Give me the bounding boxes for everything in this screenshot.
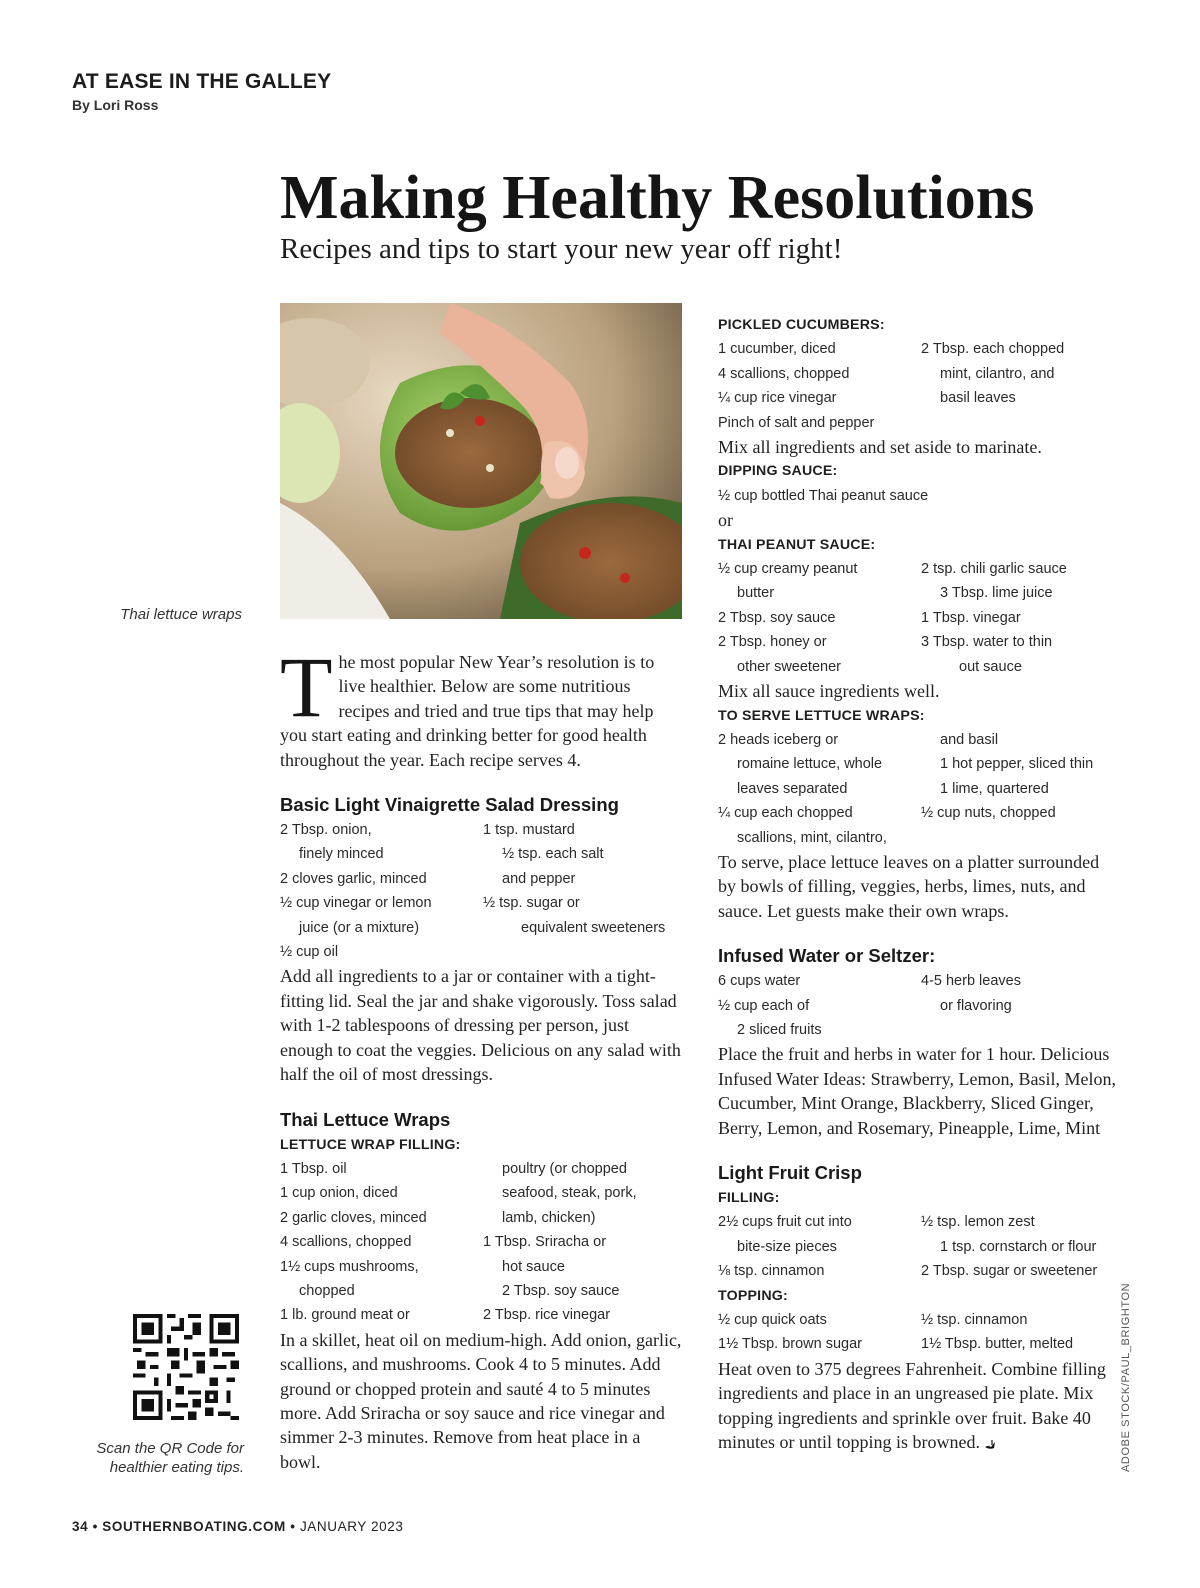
ingredient: leaves separated — [737, 780, 848, 797]
peanut-directions: Mix all sauce ingredients well. — [718, 681, 940, 702]
ingredient: and basil — [940, 731, 999, 748]
ingredient: ½ cup oil — [280, 944, 339, 961]
drop-cap: T — [280, 639, 333, 735]
ingredient-row — [280, 1206, 682, 1230]
photo-caption: Thai lettuce wraps — [120, 606, 242, 623]
ingredient: ¼ cup each chopped — [718, 805, 853, 822]
ingredient: or flavoring — [940, 997, 1012, 1014]
ingredient-row — [280, 1303, 682, 1327]
ingredient: 1 lime, quartered — [940, 780, 1049, 797]
ingredient-row — [718, 1259, 1118, 1283]
ingredient: 1½ Tbsp. brown sugar — [718, 1336, 863, 1353]
ingredient-row — [718, 606, 1118, 630]
ingredient: ½ cup each of — [718, 997, 810, 1014]
vinaigrette-ingredients — [280, 818, 682, 964]
infused-directions: Place the fruit and herbs in water for 1 hour. Delicious Infused Water Ideas: Strawberry, Lemon, Basil, Melon, Cucumber, Mint Orange, Blackberry, Sliced Ginger, Berry, Lemon, and Rosemary, Pineapple, Lime, Mint — [718, 1044, 1116, 1138]
page-footer: 34 • SOUTHERNBOATING.COM • JANUARY 2023 — [72, 1519, 404, 1534]
ingredient: chopped — [299, 1282, 355, 1299]
ingredient-row — [718, 826, 1118, 850]
ingredient: 3 Tbsp. water to thin — [921, 634, 1053, 651]
article-subtitle: Recipes and tips to start your new year off right! — [280, 233, 843, 265]
ingredient: 4 scallions, chopped — [280, 1234, 412, 1251]
ingredient: 2 Tbsp. honey or — [718, 634, 827, 651]
ingredient-row — [718, 728, 1118, 752]
ingredient-row — [718, 752, 1118, 776]
ingredient-row — [718, 777, 1118, 801]
ingredient: 2 heads iceberg or — [718, 731, 839, 748]
crisp-topping-label: TOPPING: — [718, 1287, 788, 1304]
ingredient: hot sauce — [502, 1258, 565, 1275]
ingredient: 1 tsp. cornstarch or flour — [940, 1238, 1097, 1255]
ingredient-row — [280, 1255, 682, 1279]
ingredient: 1 tsp. mustard — [483, 822, 575, 839]
ingredient: 2 Tbsp. each chopped — [921, 341, 1065, 358]
ingredient-row — [718, 1210, 1118, 1234]
ingredient: 2 cloves garlic, minced — [280, 870, 427, 887]
ingredient: bite-size pieces — [737, 1238, 837, 1255]
ingredient: lamb, chicken) — [502, 1209, 596, 1226]
ingredient: 2 Tbsp. soy sauce — [502, 1282, 620, 1299]
ingredient: 1½ Tbsp. butter, melted — [921, 1336, 1074, 1353]
ingredient: ¼ cup rice vinegar — [718, 390, 837, 407]
ingredient: 2 Tbsp. soy sauce — [718, 609, 836, 626]
ingredient: 1 cucumber, diced — [718, 341, 836, 358]
ingredient: romaine lettuce, whole — [737, 756, 883, 773]
pickled-ingredients — [718, 337, 1118, 435]
ingredient: poultry (or chopped — [502, 1160, 627, 1177]
ingredient: juice (or a mixture) — [299, 919, 420, 936]
ingredient-row — [280, 1181, 682, 1205]
ingredient: 1½ cups mushrooms, — [280, 1258, 419, 1275]
issue-date: JANUARY 2023 — [299, 1519, 404, 1534]
photo-credit: ADOBE STOCK/PAUL_BRIGHTON — [1120, 1282, 1132, 1472]
ingredient: 2½ cups fruit cut into — [718, 1214, 852, 1231]
serve-ingredients — [718, 728, 1118, 850]
vinaigrette-directions: Add all ingredients to a jar or container with a tight-fitting lid. Seal the jar and shake vigorously. Toss salad with 1-2 tablespoons of dressing per person, just enough to coat the veggies. Delicious on any salad with half the oil of most dressings. — [280, 966, 681, 1085]
article-title: Making Healthy Resolutions — [280, 164, 1035, 232]
ingredient: 2 Tbsp. rice vinegar — [483, 1307, 611, 1324]
peanut-ingredients — [718, 557, 1118, 679]
ingredient: 1 lb. ground meat or — [280, 1307, 410, 1324]
ingredient: 2 Tbsp. sugar or sweetener — [921, 1263, 1098, 1280]
ingredient: ½ cup creamy peanut — [718, 561, 858, 578]
peanut-label: THAI PEANUT SAUCE: — [718, 536, 876, 553]
ingredient: 3 Tbsp. lime juice — [940, 585, 1053, 602]
dipping-item: ½ cup bottled Thai peanut sauce — [718, 487, 929, 504]
right-column — [718, 313, 1118, 1454]
ingredient-row — [718, 557, 1118, 581]
ingredient-row — [718, 337, 1118, 361]
byline: By Lori Ross — [72, 97, 159, 113]
ingredient-row — [280, 818, 682, 842]
ingredient: mint, cilantro, and — [940, 365, 1055, 382]
crisp-filling-label: FILLING: — [718, 1190, 780, 1206]
ingredient-row — [718, 630, 1118, 654]
ingredient-row — [280, 940, 682, 964]
ingredient: 2 tsp. chili garlic sauce — [921, 561, 1067, 578]
ingredient-row — [280, 1230, 682, 1254]
ingredient-row — [280, 1279, 682, 1303]
ingredient-row — [718, 386, 1118, 410]
ingredient-row — [718, 1332, 1118, 1356]
lettuce-wraps-title: Thai Lettuce Wraps — [280, 1108, 451, 1130]
ingredient: finely minced — [299, 846, 384, 863]
ingredient: ½ cup quick oats — [718, 1312, 827, 1329]
crisp-topping-ingredients — [718, 1308, 1118, 1357]
ingredient: Pinch of salt and pepper — [718, 414, 875, 431]
dipping-label: DIPPING SAUCE: — [718, 463, 838, 480]
pickled-directions: Mix all ingredients and set aside to marinate. — [718, 437, 1042, 458]
vinaigrette-title: Basic Light Vinaigrette Salad Dressing — [280, 794, 619, 816]
qr-code-icon[interactable] — [133, 1314, 239, 1420]
ingredient-row — [718, 1018, 1118, 1042]
ingredient: and pepper — [502, 870, 576, 887]
ingredient: 4-5 herb leaves — [921, 973, 1021, 990]
ingredient: ½ tsp. sugar or — [483, 895, 580, 912]
crisp-filling-ingredients — [718, 1210, 1118, 1283]
ingredient — [940, 826, 1118, 850]
ingredient — [921, 411, 1118, 435]
ingredient-row — [280, 1157, 682, 1181]
crisp-title: Light Fruit Crisp — [718, 1162, 862, 1183]
lettuce-wrap-photo — [280, 303, 682, 619]
ingredient: 4 scallions, chopped — [718, 365, 850, 382]
crisp-directions — [718, 1357, 1118, 1455]
intro-paragraph — [280, 639, 682, 772]
ingredient: 2 garlic cloves, minced — [280, 1209, 427, 1226]
ingredient: butter — [737, 585, 775, 602]
ingredient: 1 Tbsp. oil — [280, 1160, 347, 1177]
ingredient: 6 cups water — [718, 973, 801, 990]
ingredient: other sweetener — [737, 658, 841, 675]
ingredient — [940, 1018, 1118, 1042]
ingredient: ⅛ tsp. cinnamon — [718, 1263, 825, 1280]
ingredient: equivalent sweeteners — [521, 919, 666, 936]
ingredient-row — [718, 411, 1118, 435]
ingredient-row — [718, 362, 1118, 386]
ingredient-row — [718, 1235, 1118, 1259]
ingredient-row — [280, 916, 682, 940]
qr-caption: Scan the QR Code for healthier eating tips. — [96, 1440, 244, 1476]
ingredient: 1 Tbsp. Sriracha or — [483, 1234, 607, 1251]
infused-title: Infused Water or Seltzer: — [718, 945, 936, 967]
ingredient-row — [718, 1308, 1118, 1332]
ingredient-row — [718, 994, 1118, 1018]
ingredient: 1 Tbsp. vinegar — [921, 609, 1021, 626]
ingredient: 2 Tbsp. onion, — [280, 822, 372, 839]
section-tag: AT EASE IN THE GALLEY — [72, 70, 332, 93]
ingredient-row — [718, 581, 1118, 605]
filling-label: LETTUCE WRAP FILLING: — [280, 1136, 461, 1153]
ingredient-row — [280, 891, 682, 915]
infused-ingredients — [718, 969, 1118, 1042]
ingredient — [483, 940, 682, 964]
ingredient: ½ cup nuts, chopped — [921, 805, 1056, 822]
ingredient: scallions, mint, cilantro, — [737, 829, 887, 846]
ingredient: basil leaves — [940, 390, 1016, 407]
ingredient: ½ tsp. cinnamon — [921, 1312, 1028, 1329]
intro-text: he most popular New Year’s resolution is to live healthier. Below are some nutritious recipes and tried and true tips that may help you start eating and drinking better for good health throughout the year. Each recipe serves 4. — [280, 652, 655, 770]
ingredient: ½ tsp. each salt — [502, 846, 604, 863]
pickled-label: PICKLED CUCUMBERS: — [718, 317, 885, 333]
ingredient: 1 hot pepper, sliced thin — [940, 756, 1094, 773]
page-number: 34 — [72, 1519, 89, 1534]
site-link[interactable]: SOUTHERNBOATING.COM — [102, 1519, 286, 1534]
ingredient-row — [280, 867, 682, 891]
end-mark-icon — [984, 1438, 996, 1450]
ingredient-row — [280, 842, 682, 866]
crisp-directions-text: Heat oven to 375 degrees Fahrenheit. Combine filling ingredients and place in an ungreased pie plate. Mix topping ingredients and sprinkle over fruit. Bake 40 minutes or until topping is browned. — [718, 1358, 1106, 1453]
ingredient-row — [718, 969, 1118, 993]
serve-label: TO SERVE LETTUCE WRAPS: — [718, 707, 925, 724]
filling-ingredients — [280, 1157, 682, 1328]
ingredient: out sauce — [959, 658, 1022, 675]
lettuce-wraps-directions: In a skillet, heat oil on medium-high. Add onion, garlic, scallions, and mushrooms. Cook 4 to 5 minutes. Add ground or chopped protein and sauté 4 to 5 minutes more. Add Sriracha or soy sauce and rice vinegar and simmer 2-3 minutes. Remove from heat place in a bowl. — [280, 1329, 682, 1472]
ingredient: ½ cup vinegar or lemon — [280, 895, 432, 912]
dipping-or: or — [718, 510, 733, 531]
ingredient: seafood, steak, pork, — [502, 1185, 637, 1202]
ingredient-row — [718, 655, 1118, 679]
ingredient: 1 cup onion, diced — [280, 1185, 398, 1202]
ingredient: ½ tsp. lemon zest — [921, 1214, 1035, 1231]
left-column — [280, 639, 682, 1474]
serve-directions: To serve, place lettuce leaves on a platter surrounded by bowls of filling, veggies, herbs, limes, nuts, and sauce. Let guests make their own wraps. — [718, 851, 1100, 921]
ingredient-row — [718, 801, 1118, 825]
ingredient: 2 sliced fruits — [737, 1021, 822, 1038]
